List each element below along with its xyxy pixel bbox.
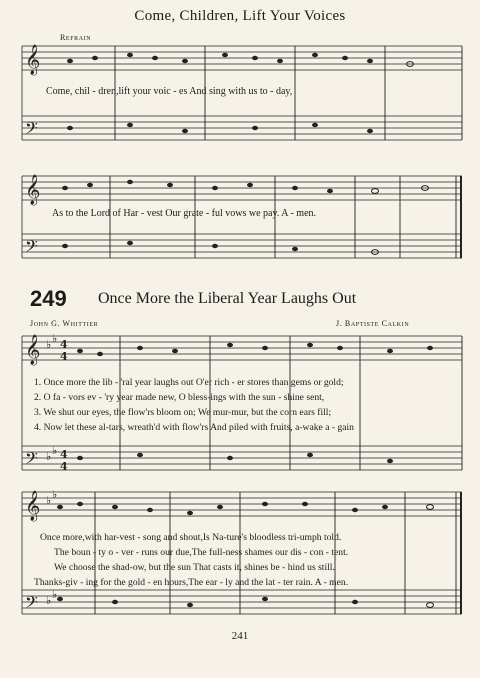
staff-3-bass [22, 446, 462, 470]
bass-clef-icon: 𝄢 [25, 118, 38, 142]
verse-1b: Once more,with har-vest - song and shout,Is Na-ture's bloodless tri-umph told. [40, 532, 342, 543]
verse-2b: The boun - ty o - ver - runs our due,The full-ness shames our dis - con - tent. [54, 547, 349, 558]
noteheads [57, 53, 434, 608]
verse-4b: Thanks-giv - ing for the gold - en hours,The ear - ly and the lat - ter rain. A - men. [34, 577, 349, 588]
verse-4a: 4. Now let these al-tars, wreath'd with flow'rs And piled with fruits, a-wake a - gain [34, 422, 354, 433]
lyrics-line-2: As to the Lord of Har - vest Our grate - ful vows we pay. A - men. [52, 208, 317, 219]
svg-text:𝄞: 𝄞 [25, 335, 41, 365]
composer-credit: J. Baptiste Calkin [336, 319, 410, 328]
staff-2-bass [22, 234, 462, 258]
staff-2-treble [22, 176, 462, 200]
svg-text:𝄞: 𝄞 [25, 175, 41, 205]
svg-text:♭: ♭ [52, 488, 58, 501]
svg-text:♭: ♭ [46, 338, 52, 351]
author-credit: John G. Whittier [30, 319, 99, 328]
svg-text:♭: ♭ [52, 588, 58, 601]
svg-text:𝄞: 𝄞 [25, 491, 41, 521]
verse-1a: 1. Once more the lib - 'ral year laughs out O'er rich - er stores than gems or gold; [34, 377, 344, 388]
treble-clef-icon: 𝄞 [25, 45, 41, 75]
svg-text:♭: ♭ [52, 444, 58, 457]
svg-text:4: 4 [60, 350, 68, 363]
svg-text:𝄢: 𝄢 [25, 448, 38, 472]
page-number: 241 [231, 630, 249, 642]
staff-1-bass [22, 116, 462, 140]
refrain-label: Refrain [60, 33, 92, 42]
staff-1-treble [22, 46, 462, 70]
hymn-number: 249 [30, 286, 67, 311]
lyrics-line-1: Come, chil - dren,lift your voic - es And sing with us to - day, [46, 86, 293, 97]
hymn-title: Once More the Liberal Year Laughs Out [98, 290, 357, 307]
svg-text:♭: ♭ [46, 594, 52, 607]
svg-text:4: 4 [60, 460, 68, 473]
svg-text:4: 4 [60, 338, 68, 351]
svg-text:𝄢: 𝄢 [25, 236, 38, 260]
svg-text:4: 4 [60, 448, 68, 461]
verse-2a: 2. O fa - vors ev - 'ry year made new, O bless-ings with the sun - shine sent, [34, 392, 325, 403]
verse-3b: We choose the shad-ow, but the sun That casts it, shines be - hind us still. [54, 562, 335, 573]
svg-text:♭: ♭ [46, 494, 52, 507]
verse-3a: 3. We shut our eyes, the flow'rs bloom on; We mur-mur, but the corn ears fill; [34, 407, 332, 418]
hymn-title-top: Come, Children, Lift Your Voices [134, 8, 346, 24]
svg-text:♭: ♭ [46, 450, 52, 463]
svg-text:𝄢: 𝄢 [25, 592, 38, 616]
staff-3-treble [22, 336, 462, 360]
staff-4-bass [22, 590, 462, 614]
svg-text:♭: ♭ [52, 332, 58, 345]
staff-4-treble [22, 492, 462, 516]
